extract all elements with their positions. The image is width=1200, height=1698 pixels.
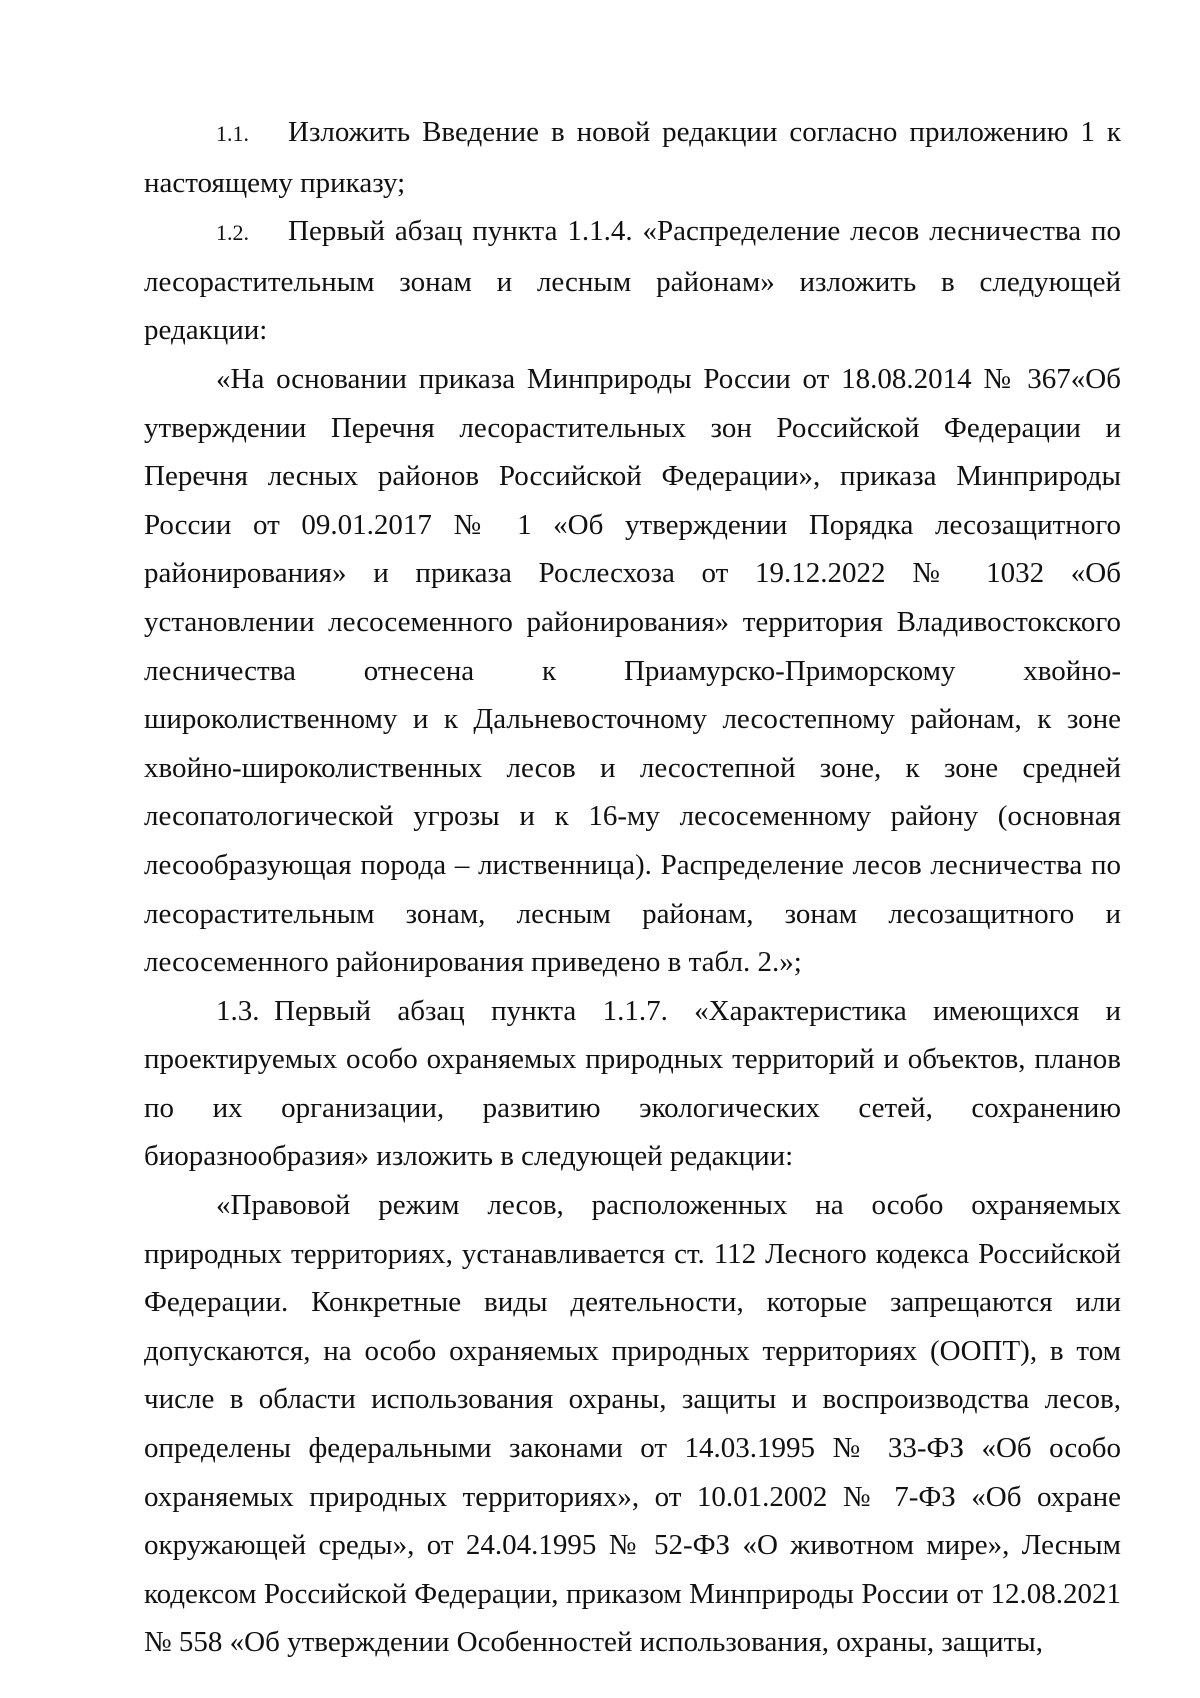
paragraph-1-3 [144, 987, 1121, 1181]
paragraph-quote-protected-areas [144, 1181, 1121, 1667]
paragraph-1-1 [144, 108, 1121, 207]
item-number: 1.2. [216, 220, 249, 246]
paragraph-text: «Правовой режим лесов, расположенных на особо охраняемых природных территориях, устанавливается ст. 112 Лесного кодекса Российской Федерации. Конкретные виды деятельности, которые запрещаются или допускаются, на особо охраняемых природных территориях (ООПТ), в том числе в области использования охраны, защиты и воспроизводства лесов, определены федеральными законами от 14.03.1995 № 33-ФЗ «Об особо охраняемых природных территориях», от 10.01.2002 № 7-ФЗ «Об охране окружающей среды», от 24.04.1995 № 52-ФЗ «О животном мире», Лесным кодексом Российской Федерации, приказом Минприроды России от 12.08.2021 № 558 «Об утверждении Особенностей использования, охраны, защиты, [144, 1189, 1121, 1659]
paragraph-text: Изложить Введение в новой редакции согласно приложению 1 к настоящему приказу; [144, 116, 1121, 199]
item-number: 1.3. [216, 994, 260, 1027]
paragraph-text: Первый абзац пункта 1.1.7. «Характеристика имеющихся и проектируемых особо охраняемых природных территорий и объектов, планов по их организации, развитию экологических сетей, сохранению биоразнообразия» изложить в следующей редакции: [144, 994, 1121, 1173]
item-number: 1.1. [216, 121, 249, 146]
paragraph-text: «На основании приказа Минприроды России от 18.08.2014 № 367«Об утверждении Перечня лесорастительных зон Российской Федерации и Перечня лесных районов Российской Федерации», приказа Минприроды России от 09.01.2017 № 1 «Об утверждении Порядка лесозащитного районирования» и приказа Рослесхоза от 19.12.2022 № 1032 «Об установлении лесосеменного районирования» территория Владивостокского лесничества отнесена к Приамурско-Приморскому хвойно-широколиственному и к Дальневосточному лесостепному районам, к зоне хвойно-широколиственных лесов и лесостепной зоне, к зоне средней лесопатологической угрозы и к 16-му лесосеменному району (основная лесообразующая порода – лиственница). Распределение лесов лесничества по лесорастительным зонам, лесным районам, зонам лесозащитного и лесосеменного районирования приведено в табл. 2.»; [144, 362, 1121, 979]
document-body [144, 108, 1121, 1667]
paragraph-quote-forest-zoning [144, 355, 1121, 987]
paragraph-text: Первый абзац пункта 1.1.4. «Распределение лесов лесничества по лесорастительным зонам и лесным районам» изложить в следующей редакции: [144, 215, 1121, 347]
paragraph-1-2 [144, 207, 1121, 355]
